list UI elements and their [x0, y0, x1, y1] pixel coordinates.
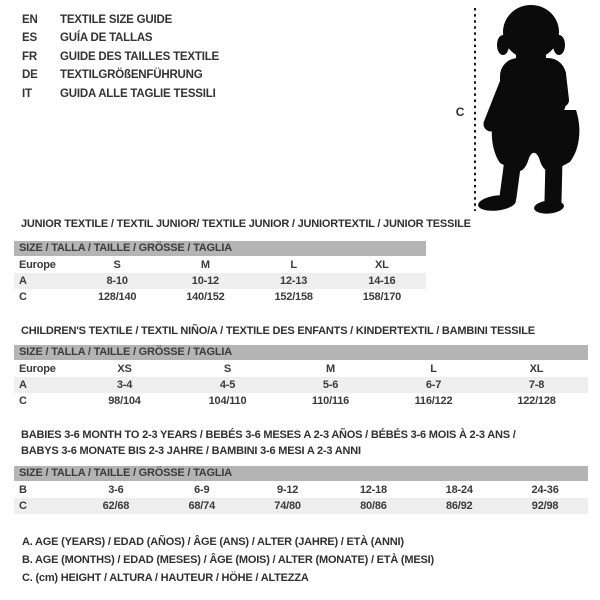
size-cell: 9-12 [276, 484, 299, 496]
footnote-a: A. AGE (YEARS) / EDAD (AÑOS) / ÂGE (ANS) / ALTER (JAHRE) / ETÀ (ANNI) [22, 536, 404, 548]
language-code: EN [22, 14, 38, 26]
size-cell: 6-7 [425, 379, 442, 391]
size-cell: 3-4 [116, 379, 133, 391]
row-label-cell: C [19, 291, 27, 303]
size-cell: XL [529, 363, 544, 375]
size-cell: 110/116 [311, 395, 350, 407]
row-label-cell: C [19, 500, 27, 512]
table-row [14, 273, 426, 289]
size-cell: 158/170 [362, 291, 402, 303]
size-cell: 5-6 [322, 379, 339, 391]
size-cell: L [430, 363, 437, 375]
table-header-bar: SIZE / TALLA / TAILLE / GRÖSSE / TAGLIA [14, 345, 588, 360]
row-label-cell: A [19, 275, 27, 287]
language-row [22, 48, 219, 66]
junior-size-table [14, 241, 426, 305]
size-cell: 24-36 [531, 484, 559, 496]
size-cell: 4-5 [219, 379, 236, 391]
table-header-bar: SIZE / TALLA / TAILLE / GRÖSSE / TAGLIA [14, 466, 588, 481]
table-row [14, 377, 588, 393]
junior-table-title: JUNIOR TEXTILE / TEXTIL JUNIOR/ TEXTILE JUNIOR / JUNIORTEXTIL / JUNIOR TESSILE [21, 218, 471, 230]
table-row [14, 289, 426, 305]
language-title: GUÍA DE TALLAS [60, 32, 153, 45]
size-cell: 3-6 [108, 484, 124, 496]
size-cell: S [113, 259, 121, 271]
language-code: DE [22, 69, 38, 82]
row-label-cell: A [19, 379, 27, 391]
row-label-cell: B [19, 484, 27, 496]
table-row [14, 361, 588, 377]
language-code: ES [22, 32, 37, 45]
language-row [22, 11, 219, 29]
table-row [14, 393, 588, 409]
size-cell: XS [117, 363, 132, 375]
language-row [22, 29, 219, 47]
size-cell: 98/104 [108, 395, 141, 407]
size-cell: 68/74 [188, 500, 215, 512]
size-cell: 8-10 [106, 275, 128, 287]
size-cell: 18-24 [445, 484, 473, 496]
language-title: GUIDE DES TAILLES TEXTILE [60, 50, 219, 63]
size-cell: M [326, 363, 335, 375]
toddler-silhouette-icon [456, 0, 600, 220]
footnotes [22, 534, 434, 587]
size-cell: XL [375, 259, 389, 271]
footnote-b: B. AGE (MONTHS) / EDAD (MESES) / ÂGE (MOIS) / ALTER (MONATE) / ETÀ (MESI) [22, 553, 434, 566]
size-cell: 12-18 [359, 484, 387, 496]
language-row [22, 85, 219, 103]
size-cell: 62/68 [102, 500, 130, 512]
size-cell: 14-16 [368, 275, 396, 287]
children-table-title: CHILDREN'S TEXTILE / TEXTIL NIÑO/A / TEXTILE DES ENFANTS / KINDERTEXTIL / BAMBINI TESSILE [21, 325, 535, 337]
size-cell: 74/80 [274, 500, 301, 512]
size-cell: 122/128 [517, 395, 556, 407]
table-row [14, 257, 426, 273]
toddler-figure [456, 0, 600, 220]
size-cell: 116/122 [414, 395, 453, 407]
children-size-table [14, 345, 588, 409]
language-title: GUIDA ALLE TAGLIE TESSILI [60, 87, 216, 100]
size-cell: 140/152 [186, 291, 225, 303]
language-title: TEXTILE SIZE GUIDE [60, 14, 173, 26]
size-cell: L [290, 259, 297, 271]
size-cell: 128/140 [97, 291, 137, 303]
row-label-cell: Europe [19, 363, 56, 375]
table-header-bar: SIZE / TALLA / TAILLE / GRÖSSE / TAGLIA [14, 241, 426, 256]
language-code: FR [22, 50, 37, 63]
language-title: TEXTILGRÖßENFÜHRUNG [60, 69, 203, 82]
language-list [22, 11, 219, 103]
table-row [14, 498, 588, 514]
size-cell: M [200, 259, 210, 271]
table-row [14, 482, 588, 498]
size-cell: S [223, 363, 232, 375]
language-code: IT [22, 87, 32, 100]
babies-size-table [14, 466, 588, 514]
size-cell: 92/98 [531, 500, 559, 512]
size-cell: 10-12 [191, 275, 219, 287]
height-measure-label: C [455, 105, 465, 119]
row-label-cell: Europe [19, 259, 56, 271]
size-cell: 6-9 [194, 484, 210, 496]
row-label-cell: C [19, 395, 27, 407]
language-row [22, 66, 219, 84]
size-cell: 152/158 [274, 291, 313, 303]
footnote-c: C. (cm) HEIGHT / ALTURA / HAUTEUR / HÖHE / ALTEZZA [22, 571, 309, 584]
babies-table-title: BABIES 3-6 MONTH TO 2-3 YEARS / BEBÉS 3-6 MESES A 2-3 AÑOS / BÉBÉS 3-6 MOIS À 2-3 ANS / BABYS 3-6 MONATE BIS 2-3 JAHRE / BAMBINI 3-6 MESI A 2-3 ANNI [21, 429, 516, 457]
size-cell: 80/86 [360, 500, 387, 512]
size-cell: 7-8 [528, 379, 545, 391]
size-cell: 86/92 [445, 500, 473, 512]
size-cell: 104/110 [208, 395, 247, 407]
size-cell: 12-13 [280, 275, 308, 287]
